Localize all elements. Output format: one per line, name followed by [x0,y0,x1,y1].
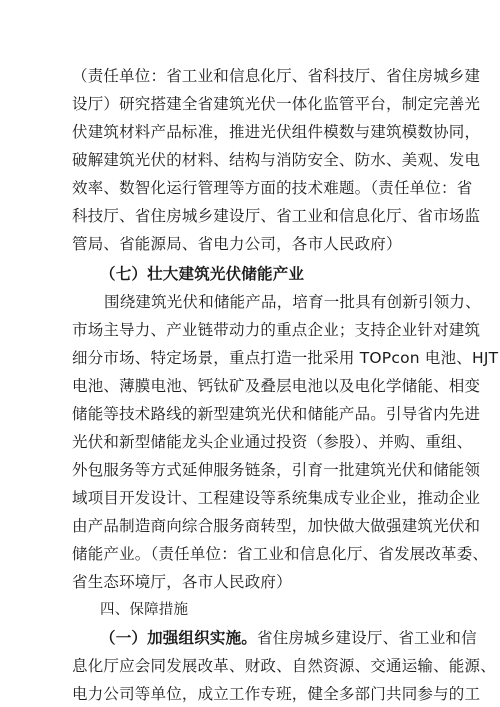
text-line [100,628,477,648]
text-line: 储能产业。（责任单位：省工业和信息化厅、省发展改革委、 [72,545,489,563]
text-line: 电力公司等单位，成立工作专班，健全多部门共同参与的工 [72,685,481,703]
text-run: 省住房城乡建设厅、省工业和信 [257,629,477,647]
text-line: 电池、薄膜电池、钙钛矿及叠层电池以及电化学储能、相变 [72,377,481,395]
text-line: 科技厅、省住房城乡建设厅、省工业和信息化厅、省市场监 [72,207,481,225]
text-line: 效率、数智化运行管理等方面的技术难题。（责任单位：省 [72,179,473,197]
text-line: 伏建筑材料产品标准，推进光伏组件模数与建筑模数协同， [72,123,481,141]
text-line: 储能等技术路线的新型建筑光伏和储能产品。引导省内先进 [72,405,481,423]
text-line: 省生态环境厅，各市人民政府） [72,573,292,591]
text-line: 息化厅应会同发展改革、财政、自然资源、交通运输、能源、 [72,657,496,675]
text-line: 光伏和新型储能龙头企业通过投资（参股）、并购、重组、 [72,433,473,451]
text-line: 围绕建筑光伏和储能产品，培育一批具有创新引领力、 [104,293,481,311]
text-line: 设厅）研究搭建全省建筑光伏一体化监管平台，制定完善光 [72,95,481,113]
text-line: 管局、省能源局、省电力公司，各市人民政府） [72,235,402,253]
text-line: 域项目开发设计、工程建设等系统集成专业企业，推动企业 [72,489,481,507]
text-line: 破解建筑光伏的材料、结构与消防安全、防水、美观、发电 [72,151,481,169]
text-line: 由产品制造商向综合服务商转型，加快做大做强建筑光伏和 [72,517,481,535]
section-heading-4: 四、保障措施 [100,602,189,618]
paragraph-lead: （一）加强组织实施。 [100,629,258,647]
text-line: 市场主导力、产业链带动力的重点企业；支持企业针对建筑 [72,321,481,339]
text-line: 外包服务等方式延伸服务链条，引育一批建筑光伏和储能领 [72,461,481,479]
text-line: （责任单位：省工业和信息化厅、省科技厅、省住房城乡建 [72,67,481,85]
text-line: 细分市场、特定场景，重点打造一批采用 TOPcon 电池、HJT [72,349,499,367]
section-heading-7: （七）壮大建筑光伏储能产业 [100,265,305,283]
